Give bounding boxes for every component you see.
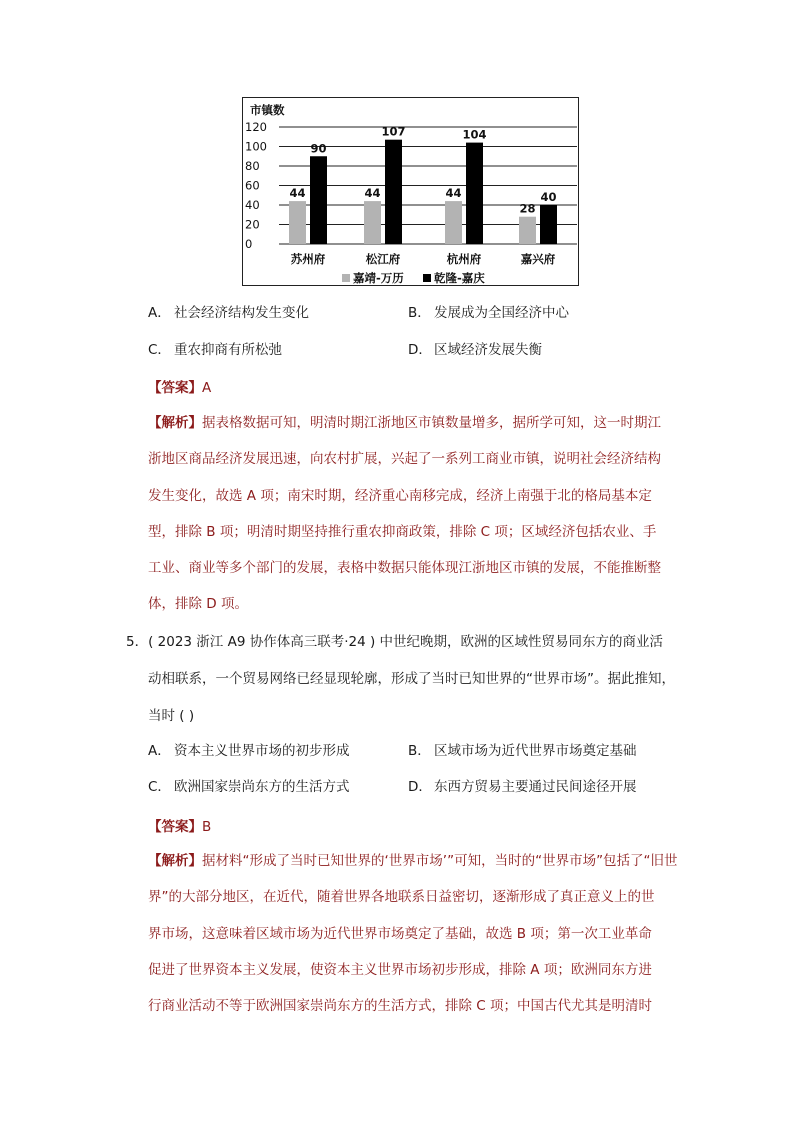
bar-value-label: 44 <box>364 186 381 201</box>
bar-jiajing-wanli <box>519 217 536 244</box>
y-tick-label: 60 <box>245 178 260 193</box>
q5-option-b-text: 区域市场为近代世界市场奠定基础 <box>434 743 637 759</box>
q4-option-c[interactable] <box>148 340 282 360</box>
bar-value-label: 44 <box>445 186 462 201</box>
q5-option-c-text: 欧洲国家崇尚东方的生活方式 <box>174 779 350 795</box>
q5-option-b-label: B． <box>408 743 431 759</box>
bar-qianlong-jiaqing <box>540 205 557 244</box>
q5-analysis <box>148 851 678 1032</box>
q4-option-c-text: 重农抑商有所松弛 <box>174 342 282 358</box>
q4-option-a-text: 社会经济结构发生变化 <box>174 305 309 321</box>
y-axis-label: 市镇数 <box>250 103 285 117</box>
x-category-label: 嘉兴府 <box>520 252 556 266</box>
q5-option-b[interactable] <box>408 741 637 761</box>
q4-analysis-tag: 【解析】 <box>148 415 202 431</box>
bar-value-label: 104 <box>462 127 487 142</box>
bar-jiajing-wanli <box>364 201 381 244</box>
q4-option-d-label: D． <box>408 342 432 358</box>
q5-option-d[interactable] <box>408 777 637 797</box>
q4-option-d-text: 区域经济发展失衡 <box>434 342 542 358</box>
q4-analysis-line: 浙地区商品经济发展迅速，向农村扩展，兴起了一系列工商业市镇，说明社会经济结构 <box>148 451 661 468</box>
q4-option-b-label: B． <box>408 305 431 321</box>
q5-analysis-line: 【解析】据材料“形成了当时已知世界的‘世界市场’”可知，当时的“世界市场”包括了“旧世 <box>148 853 678 869</box>
bar-value-label: 107 <box>381 124 406 139</box>
y-tick-label: 80 <box>245 159 260 173</box>
q5-stem-line: 当时 ( ) <box>148 708 195 724</box>
q4-analysis-line: 型，排除 B 项；明清时期坚持推行重农抑商政策，排除 C 项；区域经济包括农业、手 <box>148 523 657 540</box>
y-tick-label: 20 <box>245 217 260 232</box>
q5-answer-tag: 【答案】 <box>148 819 202 835</box>
q5-stem-line: 5．( 2023 浙江 A9 协作体高三联考·24 ) 中世纪晚期，欧洲的区域性贸易同东方的商业活 <box>126 634 664 650</box>
q5-option-a-label: A． <box>148 743 171 759</box>
q4-option-a-label: A． <box>148 305 171 321</box>
q5-analysis-line: 促进了世界资本主义发展，使资本主义世界市场初步形成，排除 A 项；欧洲同东方进 <box>148 961 652 978</box>
q5-option-a[interactable] <box>148 741 350 761</box>
q4-option-b[interactable] <box>408 303 569 323</box>
q5-analysis-line: 界市场，这意味着区域市场为近代世界市场奠定了基础，故选 B 项；第一次工业革命 <box>148 925 652 942</box>
q5-analysis-line: 界”的大部分地区，在近代，随着世界各地联系日益密切，逐渐形成了真正意义上的世 <box>148 889 655 906</box>
x-category-label: 松江府 <box>365 252 401 266</box>
legend-swatch-jiajing-wanli <box>342 274 350 282</box>
q5-option-c[interactable] <box>148 777 350 797</box>
legend-label-qianlong-jiaqing: 乾隆-嘉庆 <box>434 271 485 285</box>
bar-value-label: 44 <box>289 186 306 201</box>
bar-jiajing-wanli <box>445 201 462 244</box>
bar-qianlong-jiaqing <box>385 140 402 244</box>
chart-canvas <box>243 98 580 287</box>
x-category-label: 苏州府 <box>290 252 326 266</box>
q5-option-c-label: C． <box>148 779 171 795</box>
q4-option-d[interactable] <box>408 340 542 360</box>
bar-chart <box>242 97 579 286</box>
q4-answer <box>148 376 211 396</box>
q5-stem-line: 动相联系，一个贸易网络已经显现轮廓，形成了当时已知世界的“世界市场”。据此推知， <box>148 671 675 687</box>
y-tick-label: 0 <box>245 237 253 251</box>
q5-analysis-tag: 【解析】 <box>148 853 202 869</box>
q4-analysis-line: 发生变化，故选 A 项；南宋时期，经济重心南移完成，经济上南强于北的格局基本定 <box>148 487 652 504</box>
q5-answer-value: B <box>202 819 212 835</box>
bar-qianlong-jiaqing <box>466 143 483 244</box>
q4-answer-tag: 【答案】 <box>148 380 202 396</box>
q4-analysis-line: 体，排除 D 项。 <box>148 596 248 613</box>
q4-analysis-line: 【解析】据表格数据可知，明清时期江浙地区市镇数量增多，据所学可知，这一时期江 <box>148 415 661 431</box>
q5-option-d-text: 东西方贸易主要通过民间途径开展 <box>434 779 637 795</box>
bar-value-label: 40 <box>540 190 557 204</box>
legend-swatch-qianlong-jiaqing <box>423 274 431 282</box>
bar-value-label: 28 <box>519 201 536 216</box>
q4-answer-value: A <box>202 380 212 396</box>
x-category-label: 杭州府 <box>446 252 482 266</box>
q5-answer <box>148 815 211 835</box>
bar-value-label: 90 <box>310 141 327 156</box>
q5-analysis-line: 行商业活动不等于欧洲国家崇尚东方的生活方式，排除 C 项；中国古代尤其是明清时 <box>148 998 653 1015</box>
y-tick-label: 40 <box>245 198 260 212</box>
y-tick-label: 100 <box>245 139 267 154</box>
q5-option-a-text: 资本主义世界市场的初步形成 <box>174 743 350 759</box>
q4-option-a[interactable] <box>148 303 309 323</box>
bar-qianlong-jiaqing <box>310 156 327 244</box>
bar-jiajing-wanli <box>289 201 306 244</box>
q4-analysis-line: 工业、商业等多个部门的发展，表格中数据只能体现江浙地区市镇的发展，不能推断整 <box>148 560 661 577</box>
q5-stem <box>126 632 675 743</box>
q5-option-d-label: D． <box>408 779 432 795</box>
y-tick-label: 120 <box>245 120 267 134</box>
q4-option-b-text: 发展成为全国经济中心 <box>434 305 569 321</box>
legend-label-jiajing-wanli: 嘉靖-万历 <box>353 271 404 285</box>
q4-option-c-label: C． <box>148 342 171 358</box>
q4-analysis <box>148 413 663 631</box>
